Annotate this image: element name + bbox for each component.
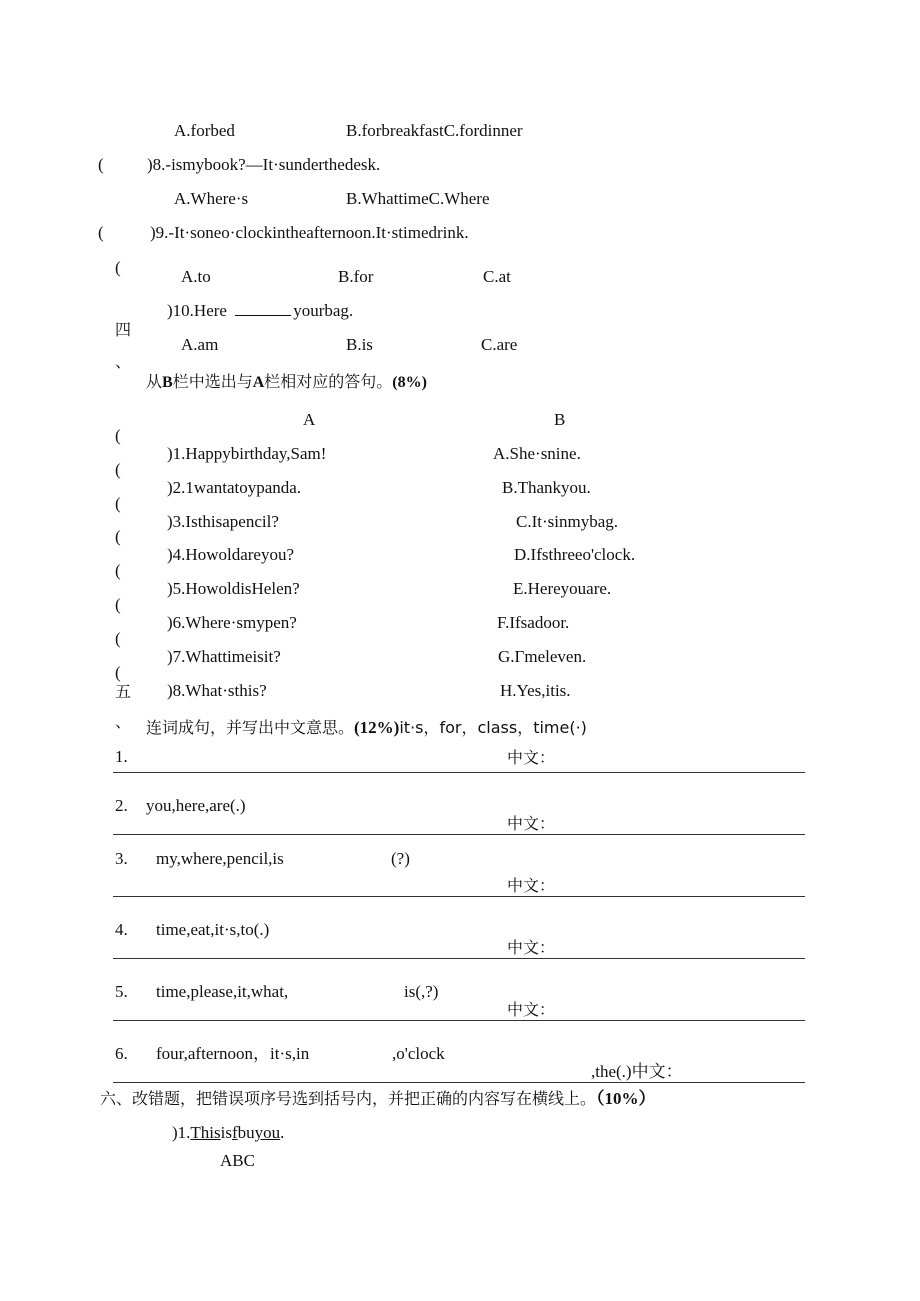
q10-stem — [167, 301, 353, 321]
q9-stem: )9.-It·soneo·clockintheafternoon.It·stimedrink. — [150, 223, 469, 242]
section4-title-mid: 栏中选出与 — [172, 372, 253, 391]
section5-title-text: 连词成句，并写出中文意思。 — [146, 718, 355, 737]
zh-label-5: 中文： — [507, 1000, 556, 1019]
section6-title-text: 六、改错题，把错误项序号选到括号内，并把正确的内容写在横线上。 — [100, 1089, 597, 1108]
error-question-1 — [172, 1123, 284, 1143]
q10-option-c: C.are — [481, 335, 518, 354]
error-q1-underline-a: This — [190, 1123, 221, 1142]
q10-stem-suffix: yourbag. — [293, 301, 354, 320]
match-question-8: )8.What·sthis? — [167, 681, 267, 700]
section6-title — [100, 1089, 656, 1109]
q9-option-a: A.to — [181, 267, 211, 286]
answer-line-3[interactable] — [113, 896, 805, 897]
match-answer-c: C.It·sinmybag. — [516, 512, 618, 531]
section5-number: 五 — [115, 682, 132, 701]
match-paren-1: ( — [115, 426, 121, 445]
sentence-number-6: 6. — [115, 1044, 128, 1063]
sentence-words-6: four,afternoon，it·s,in — [156, 1044, 310, 1063]
match-question-7: )7.Whattimeisit? — [167, 647, 281, 666]
q10-stem-prefix: )10.Here — [167, 301, 227, 320]
sentence-words-2: you,here,are(.) — [146, 796, 246, 815]
match-answer-d: D.Ifsthreeo'clock. — [514, 545, 636, 564]
q10-option-a: A.am — [181, 335, 219, 354]
sentence-punct-6: ,o'clock — [392, 1044, 445, 1063]
zh-label-4: 中文： — [507, 938, 556, 957]
error-q1-underline-b: f — [232, 1123, 238, 1142]
match-answer-a: A.She·snine. — [493, 444, 581, 463]
zh-label-3: 中文： — [507, 876, 556, 895]
sentence-tail-6: ,the(.)中文： — [591, 1062, 683, 1081]
q9-option-c: C.at — [483, 267, 511, 286]
sentence-words-3: my,where,pencil,is — [156, 849, 284, 868]
error-q1-letters: ABC — [220, 1151, 255, 1170]
section4-title-b: B — [162, 374, 173, 391]
sentence-number-2: 2. — [115, 796, 128, 815]
section4-title — [146, 372, 427, 393]
q7-option-a: A.forbed — [174, 121, 235, 140]
answer-line-5[interactable] — [113, 1020, 805, 1021]
answer-line-2[interactable] — [113, 834, 805, 835]
sentence-words-4: time,eat,it·s,to(.) — [156, 920, 270, 939]
sentence-number-1: 1. — [115, 747, 128, 766]
section4-title-a: A — [252, 374, 265, 391]
q8-option-bc: B.WhattimeC.Where — [346, 189, 490, 208]
section4-number-mark: 、 — [115, 352, 132, 371]
sentence-words-5: time,please,it,what, — [156, 982, 289, 1001]
sentence-number-4: 4. — [115, 920, 128, 939]
sentence-punct-5: is(,?) — [404, 982, 439, 1001]
answer-line-1[interactable] — [113, 772, 805, 773]
q7-option-bc: B.forbreakfastC.fordinner — [346, 121, 523, 140]
match-answer-g: G.Γmeleven. — [498, 647, 587, 666]
match-question-4: )4.Howoldareyou? — [167, 545, 294, 564]
section4-title-post: 栏相对应的答句。 — [264, 372, 393, 391]
match-paren-8: ( — [115, 663, 121, 682]
match-answer-h: H.Yes,itis. — [500, 681, 571, 700]
section4-number: 四 — [115, 320, 132, 339]
match-answer-b: B.Thankyou. — [502, 478, 591, 497]
match-question-5: )5.HowoldisHelen? — [167, 579, 300, 598]
section5-number-mark: 、 — [115, 712, 132, 731]
match-paren-7: ( — [115, 629, 121, 648]
zh-label-1: 中文： — [507, 748, 556, 767]
error-q1-end: . — [280, 1123, 285, 1142]
match-paren-4: ( — [115, 527, 121, 546]
answer-line-6[interactable] — [113, 1082, 805, 1083]
match-paren-6: ( — [115, 595, 121, 614]
match-question-2: )2.1wantatoypanda. — [167, 478, 302, 497]
q8-option-a: A.Where·s — [174, 189, 249, 208]
match-paren-2: ( — [115, 460, 121, 479]
q9-option-b: B.for — [338, 267, 374, 286]
match-answer-f: F.Ifsadoor. — [497, 613, 570, 632]
section4-title-pct: (8%) — [392, 374, 427, 391]
match-paren-5: ( — [115, 561, 121, 580]
q9-paren: ( — [98, 223, 104, 242]
match-question-6: )6.Where·smypen? — [167, 613, 297, 632]
match-question-3: )3.Isthisapencil? — [167, 512, 279, 531]
error-q1-mid: is — [220, 1123, 232, 1142]
match-answer-e: E.Hereyouare. — [513, 579, 612, 598]
sentence-punct-3: (?) — [391, 849, 410, 868]
q10-blank[interactable] — [235, 301, 291, 316]
q10-option-b: B.is — [346, 335, 373, 354]
match-paren-3: ( — [115, 494, 121, 513]
q10-paren: ( — [115, 258, 121, 277]
section5-title-tail: it·s，for，class，time(·) — [399, 718, 587, 737]
match-question-1: )1.Happybirthday,Sam! — [167, 444, 327, 463]
section4-title-pre: 从 — [146, 372, 163, 391]
error-q1-prefix: )1. — [172, 1123, 191, 1142]
sentence-number-5: 5. — [115, 982, 128, 1001]
section6-title-pct: （10%） — [596, 1089, 656, 1108]
answer-line-4[interactable] — [113, 958, 805, 959]
section5-title-pct: (12%) — [354, 718, 400, 737]
zh-label-2: 中文： — [507, 814, 556, 833]
q8-paren: ( — [98, 155, 104, 174]
column-b-header: B — [554, 410, 566, 429]
error-q1-underline-c: you — [254, 1123, 281, 1142]
sentence-number-3: 3. — [115, 849, 128, 868]
section5-title — [146, 718, 587, 738]
q8-stem: )8.-ismybook?—It·sunderthedesk. — [147, 155, 381, 174]
error-q1-mid2: bu — [237, 1123, 255, 1142]
column-a-header: A — [303, 410, 316, 429]
